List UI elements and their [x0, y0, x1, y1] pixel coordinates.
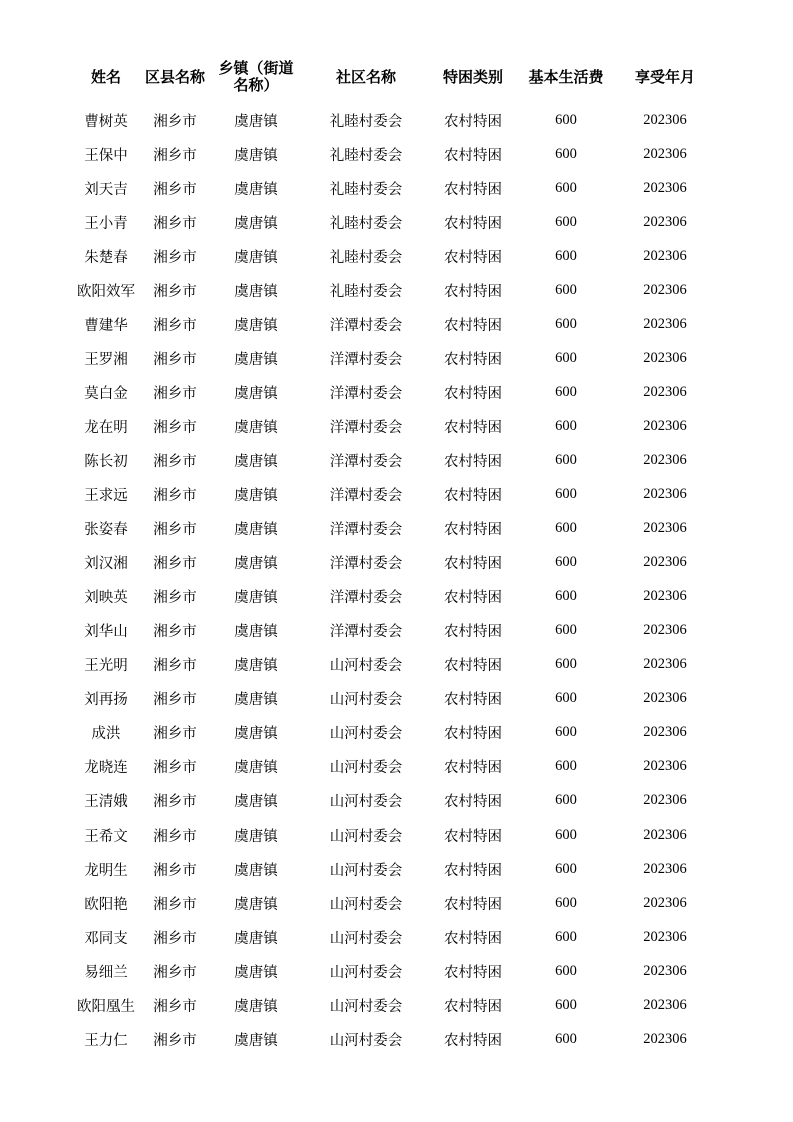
township-cell: 虞唐镇 — [234, 624, 278, 641]
allowance-cell: 600 — [555, 213, 577, 230]
name-cell: 刘汉湘 — [84, 556, 128, 573]
community-cell: 山河村委会 — [329, 896, 403, 913]
year-month-cell: 202306 — [643, 179, 687, 196]
township-cell: 虞唐镇 — [234, 215, 278, 232]
county-cell: 湘乡市 — [153, 385, 197, 402]
table-row — [74, 273, 712, 307]
assistance-table — [74, 52, 712, 1056]
township-cell: 虞唐镇 — [234, 147, 278, 164]
table-row — [74, 920, 712, 954]
county-cell: 湘乡市 — [153, 862, 197, 879]
community-cell: 礼睦村委会 — [329, 181, 403, 198]
allowance-cell: 600 — [555, 724, 577, 741]
category-cell: 农村特困 — [444, 726, 502, 743]
township-cell: 虞唐镇 — [234, 113, 278, 130]
header-name: 姓名 — [90, 67, 121, 86]
county-cell: 湘乡市 — [153, 488, 197, 505]
county-cell: 湘乡市 — [153, 215, 197, 232]
table-body — [74, 103, 712, 1056]
category-cell: 农村特困 — [444, 658, 502, 675]
community-cell: 山河村委会 — [329, 964, 403, 981]
header-township — [212, 60, 300, 94]
table-row — [74, 648, 712, 682]
name-cell: 王求远 — [84, 488, 128, 505]
county-cell: 湘乡市 — [153, 828, 197, 845]
name-cell: 刘天吉 — [84, 181, 128, 198]
allowance-cell: 600 — [555, 894, 577, 911]
county-cell: 湘乡市 — [153, 522, 197, 539]
category-cell: 农村特困 — [444, 828, 502, 845]
name-cell: 刘映英 — [84, 590, 128, 607]
county-cell: 湘乡市 — [153, 726, 197, 743]
header-township-line2: 名称） — [233, 76, 279, 94]
county-cell: 湘乡市 — [153, 930, 197, 947]
name-cell: 王光明 — [84, 658, 128, 675]
table-row — [74, 478, 712, 512]
header-year-month: 享受年月 — [634, 67, 695, 86]
category-cell: 农村特困 — [444, 896, 502, 913]
county-cell: 湘乡市 — [153, 658, 197, 675]
year-month-cell: 202306 — [643, 656, 687, 673]
year-month-cell: 202306 — [643, 451, 687, 468]
category-cell: 农村特困 — [444, 964, 502, 981]
community-cell: 山河村委会 — [329, 692, 403, 709]
category-cell: 农村特困 — [444, 453, 502, 470]
allowance-cell: 600 — [555, 622, 577, 639]
table-row — [74, 341, 712, 375]
year-month-cell: 202306 — [643, 758, 687, 775]
category-cell: 农村特困 — [444, 317, 502, 334]
year-month-cell: 202306 — [643, 486, 687, 503]
name-cell: 王保中 — [84, 147, 128, 164]
category-cell: 农村特困 — [444, 624, 502, 641]
year-month-cell: 202306 — [643, 520, 687, 537]
name-cell: 欧阳凰生 — [77, 998, 135, 1015]
table-row — [74, 546, 712, 580]
table-row — [74, 1022, 712, 1056]
community-cell: 洋潭村委会 — [329, 351, 403, 368]
table-row — [74, 239, 712, 273]
year-month-cell: 202306 — [643, 724, 687, 741]
allowance-cell: 600 — [555, 860, 577, 877]
category-cell: 农村特困 — [444, 556, 502, 573]
year-month-cell: 202306 — [643, 588, 687, 605]
category-cell: 农村特困 — [444, 249, 502, 266]
year-month-cell: 202306 — [643, 622, 687, 639]
township-cell: 虞唐镇 — [234, 794, 278, 811]
township-cell: 虞唐镇 — [234, 658, 278, 675]
header-community: 社区名称 — [335, 67, 396, 86]
name-cell: 成洪 — [91, 726, 121, 743]
community-cell: 洋潭村委会 — [329, 453, 403, 470]
community-cell: 山河村委会 — [329, 930, 403, 947]
category-cell: 农村特困 — [444, 692, 502, 709]
table-row — [74, 205, 712, 239]
year-month-cell: 202306 — [643, 383, 687, 400]
township-cell: 虞唐镇 — [234, 692, 278, 709]
community-cell: 山河村委会 — [329, 1032, 403, 1049]
allowance-cell: 600 — [555, 792, 577, 809]
county-cell: 湘乡市 — [153, 624, 197, 641]
table-row — [74, 103, 712, 137]
county-cell: 湘乡市 — [153, 113, 197, 130]
category-cell: 农村特困 — [444, 1032, 502, 1049]
township-cell: 虞唐镇 — [234, 488, 278, 505]
table-row — [74, 137, 712, 171]
allowance-cell: 600 — [555, 1030, 577, 1047]
community-cell: 山河村委会 — [329, 726, 403, 743]
county-cell: 湘乡市 — [153, 147, 197, 164]
name-cell: 邓同支 — [84, 930, 128, 947]
header-category: 特困类别 — [442, 67, 503, 86]
year-month-cell: 202306 — [643, 826, 687, 843]
table-row — [74, 512, 712, 546]
name-cell: 张姿春 — [84, 522, 128, 539]
name-cell: 刘华山 — [84, 624, 128, 641]
year-month-cell: 202306 — [643, 792, 687, 809]
name-cell: 欧阳艳 — [84, 896, 128, 913]
township-cell: 虞唐镇 — [234, 522, 278, 539]
county-cell: 湘乡市 — [153, 453, 197, 470]
name-cell: 龙明生 — [84, 862, 128, 879]
township-cell: 虞唐镇 — [234, 828, 278, 845]
county-cell: 湘乡市 — [153, 249, 197, 266]
category-cell: 农村特困 — [444, 522, 502, 539]
county-cell: 湘乡市 — [153, 964, 197, 981]
allowance-cell: 600 — [555, 656, 577, 673]
county-cell: 湘乡市 — [153, 351, 197, 368]
community-cell: 洋潭村委会 — [329, 624, 403, 641]
allowance-cell: 600 — [555, 349, 577, 366]
name-cell: 刘再扬 — [84, 692, 128, 709]
year-month-cell: 202306 — [643, 281, 687, 298]
table-row — [74, 307, 712, 341]
category-cell: 农村特困 — [444, 488, 502, 505]
allowance-cell: 600 — [555, 451, 577, 468]
community-cell: 礼睦村委会 — [329, 113, 403, 130]
year-month-cell: 202306 — [643, 213, 687, 230]
county-cell: 湘乡市 — [153, 794, 197, 811]
county-cell: 湘乡市 — [153, 590, 197, 607]
category-cell: 农村特困 — [444, 181, 502, 198]
allowance-cell: 600 — [555, 826, 577, 843]
allowance-cell: 600 — [555, 690, 577, 707]
allowance-cell: 600 — [555, 520, 577, 537]
year-month-cell: 202306 — [643, 349, 687, 366]
year-month-cell: 202306 — [643, 860, 687, 877]
name-cell: 朱楚春 — [84, 249, 128, 266]
category-cell: 农村特困 — [444, 760, 502, 777]
table-row — [74, 988, 712, 1022]
community-cell: 洋潭村委会 — [329, 317, 403, 334]
name-cell: 曹树英 — [84, 113, 128, 130]
name-cell: 王清娥 — [84, 794, 128, 811]
township-cell: 虞唐镇 — [234, 726, 278, 743]
table-header — [74, 52, 712, 102]
table-row — [74, 614, 712, 648]
community-cell: 山河村委会 — [329, 828, 403, 845]
community-cell: 洋潭村委会 — [329, 419, 403, 436]
year-month-cell: 202306 — [643, 690, 687, 707]
township-cell: 虞唐镇 — [234, 862, 278, 879]
header-township-line1: 乡镇（街道 — [218, 59, 294, 77]
community-cell: 洋潭村委会 — [329, 522, 403, 539]
township-cell: 虞唐镇 — [234, 283, 278, 300]
allowance-cell: 600 — [555, 554, 577, 571]
category-cell: 农村特困 — [444, 862, 502, 879]
allowance-cell: 600 — [555, 928, 577, 945]
county-cell: 湘乡市 — [153, 998, 197, 1015]
township-cell: 虞唐镇 — [234, 181, 278, 198]
allowance-cell: 600 — [555, 247, 577, 264]
table-row — [74, 409, 712, 443]
township-cell: 虞唐镇 — [234, 1032, 278, 1049]
header-county: 区县名称 — [144, 67, 205, 86]
table-row — [74, 750, 712, 784]
community-cell: 洋潭村委会 — [329, 488, 403, 505]
township-cell: 虞唐镇 — [234, 930, 278, 947]
table-row — [74, 784, 712, 818]
category-cell: 农村特困 — [444, 998, 502, 1015]
category-cell: 农村特困 — [444, 794, 502, 811]
allowance-cell: 600 — [555, 179, 577, 196]
category-cell: 农村特困 — [444, 147, 502, 164]
county-cell: 湘乡市 — [153, 317, 197, 334]
category-cell: 农村特困 — [444, 215, 502, 232]
community-cell: 洋潭村委会 — [329, 590, 403, 607]
category-cell: 农村特困 — [444, 590, 502, 607]
allowance-cell: 600 — [555, 962, 577, 979]
name-cell: 王罗湘 — [84, 351, 128, 368]
category-cell: 农村特困 — [444, 930, 502, 947]
category-cell: 农村特困 — [444, 113, 502, 130]
county-cell: 湘乡市 — [153, 692, 197, 709]
township-cell: 虞唐镇 — [234, 760, 278, 777]
county-cell: 湘乡市 — [153, 181, 197, 198]
year-month-cell: 202306 — [643, 315, 687, 332]
category-cell: 农村特困 — [444, 419, 502, 436]
table-row — [74, 716, 712, 750]
community-cell: 礼睦村委会 — [329, 283, 403, 300]
year-month-cell: 202306 — [643, 247, 687, 264]
community-cell: 山河村委会 — [329, 998, 403, 1015]
allowance-cell: 600 — [555, 383, 577, 400]
name-cell: 陈长初 — [84, 453, 128, 470]
allowance-cell: 600 — [555, 145, 577, 162]
name-cell: 王小青 — [84, 215, 128, 232]
name-cell: 欧阳效军 — [77, 283, 135, 300]
allowance-cell: 600 — [555, 417, 577, 434]
table-row — [74, 886, 712, 920]
year-month-cell: 202306 — [643, 145, 687, 162]
township-cell: 虞唐镇 — [234, 351, 278, 368]
allowance-cell: 600 — [555, 486, 577, 503]
community-cell: 洋潭村委会 — [329, 556, 403, 573]
year-month-cell: 202306 — [643, 962, 687, 979]
county-cell: 湘乡市 — [153, 760, 197, 777]
allowance-cell: 600 — [555, 281, 577, 298]
community-cell: 礼睦村委会 — [329, 249, 403, 266]
township-cell: 虞唐镇 — [234, 964, 278, 981]
name-cell: 王力仁 — [84, 1032, 128, 1049]
name-cell: 易细兰 — [84, 964, 128, 981]
county-cell: 湘乡市 — [153, 896, 197, 913]
allowance-cell: 600 — [555, 315, 577, 332]
community-cell: 洋潭村委会 — [329, 385, 403, 402]
community-cell: 山河村委会 — [329, 794, 403, 811]
allowance-cell: 600 — [555, 758, 577, 775]
name-cell: 莫白金 — [84, 385, 128, 402]
township-cell: 虞唐镇 — [234, 419, 278, 436]
table-row — [74, 443, 712, 477]
community-cell: 山河村委会 — [329, 862, 403, 879]
allowance-cell: 600 — [555, 111, 577, 128]
name-cell: 龙在明 — [84, 419, 128, 436]
table-row — [74, 580, 712, 614]
township-cell: 虞唐镇 — [234, 249, 278, 266]
township-cell: 虞唐镇 — [234, 317, 278, 334]
year-month-cell: 202306 — [643, 996, 687, 1013]
township-cell: 虞唐镇 — [234, 385, 278, 402]
table-row — [74, 682, 712, 716]
year-month-cell: 202306 — [643, 894, 687, 911]
name-cell: 龙晓连 — [84, 760, 128, 777]
township-cell: 虞唐镇 — [234, 590, 278, 607]
category-cell: 农村特困 — [444, 351, 502, 368]
community-cell: 山河村委会 — [329, 760, 403, 777]
name-cell: 王希文 — [84, 828, 128, 845]
township-cell: 虞唐镇 — [234, 556, 278, 573]
county-cell: 湘乡市 — [153, 1032, 197, 1049]
community-cell: 礼睦村委会 — [329, 147, 403, 164]
county-cell: 湘乡市 — [153, 419, 197, 436]
table-row — [74, 171, 712, 205]
table-row — [74, 818, 712, 852]
community-cell: 山河村委会 — [329, 658, 403, 675]
township-cell: 虞唐镇 — [234, 453, 278, 470]
table-row — [74, 375, 712, 409]
year-month-cell: 202306 — [643, 1030, 687, 1047]
allowance-cell: 600 — [555, 996, 577, 1013]
county-cell: 湘乡市 — [153, 283, 197, 300]
category-cell: 农村特困 — [444, 385, 502, 402]
name-cell: 曹建华 — [84, 317, 128, 334]
county-cell: 湘乡市 — [153, 556, 197, 573]
table-row — [74, 954, 712, 988]
community-cell: 礼睦村委会 — [329, 215, 403, 232]
year-month-cell: 202306 — [643, 928, 687, 945]
year-month-cell: 202306 — [643, 554, 687, 571]
year-month-cell: 202306 — [643, 417, 687, 434]
header-living-allowance: 基本生活费 — [528, 67, 604, 86]
category-cell: 农村特困 — [444, 283, 502, 300]
year-month-cell: 202306 — [643, 111, 687, 128]
allowance-cell: 600 — [555, 588, 577, 605]
township-cell: 虞唐镇 — [234, 998, 278, 1015]
table-row — [74, 852, 712, 886]
township-cell: 虞唐镇 — [234, 896, 278, 913]
